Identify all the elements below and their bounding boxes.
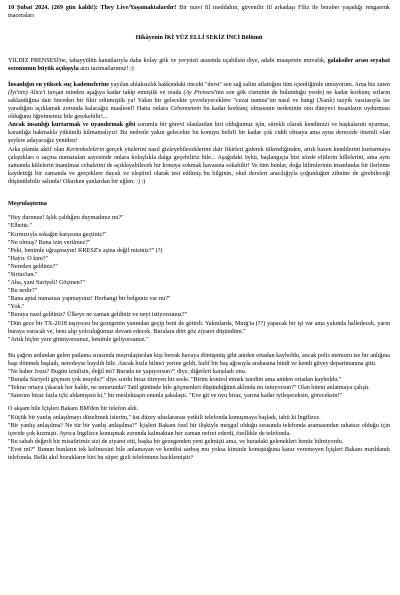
body-paragraph-2 [8, 121, 390, 145]
minister-paragraph: O akşam bile İçişleri Bakanı BM'den bir telefon aldı. [8, 406, 139, 413]
p2-bold: Ancak insanlığı kurtarmak ve uyandırmak gibi [8, 122, 136, 129]
dialogue-line: "Burada Suriyeli göçmen yok muydu?" diye sordu biraz titreyen bir sesle. "Birini kontrol etmek istedim ama aniden ortadan kayboldu." [8, 377, 342, 384]
section-heading: Meşrulaştırma [8, 201, 47, 208]
p1-text-d: bu kadar korkunç olmasının nedeninin onu dünyevi insanların uydurması olduğunu öğretmemiz bile gerekebilir!... [8, 106, 390, 121]
dialogue-line: "Tekrar ortaya çıkacak her halde, ne umurunda? Tatil gününde bile göçmenleri düşündüğünü aklında mı tutuyorsun?" Olan biteni anlatmaya çalıştı. [8, 385, 370, 392]
p1-text-c: 'nin son gök cisminin de bulunduğu yerde) ne kadar korkunç sırların saklandığına dair önceden bir fikir edinmiştik ya! Yakın bir gelecekte çevreleyeceklere "cezai namus"un nasıl ve hangi (Xanlı) tazyik vasıtasıyla ise yaradığını açıklamak zorunda kalacağız maalesef! Hatta onlara [8, 89, 390, 113]
chapter-title: Hikâyenin İKİ YÜZ ELLİ SEKİZ İNCİ Bölümü [135, 35, 263, 42]
dialogue-line: "Küçük bir yanlış anlaşılmayı düzeltmek isterim," üst düzey uluslararası yetkili telefonda konuşmaya başladı, tabii ki İngilizce. [8, 414, 321, 421]
dedication-end: arzı tazimatlarımız! :) [78, 65, 134, 72]
p1-italic-hell: Cehennemin [170, 106, 202, 113]
dialogue-block-3 [8, 414, 390, 463]
dialogue-line: "Bana aptal numarası yapmayınız! Herhangi bir belgeniz var mı?" [8, 296, 171, 303]
p2-text: sorumlu bir görevi olanlardan biri olduğumuz için, sürekli olarak kendimizi ve başkalarını uyarmaı, karanlığa bakmakla yükümlü kılmamalıyız! Bu nedenle yakın gelecekte bu konuyu belirli bir kadar çok ciddi olmaya ama ayna derecede önemli olan şeylere adayacağız yeniden! [8, 122, 391, 145]
p1-bold: İnsanlığın en yüksek suç kademelerine [8, 81, 110, 88]
body-paragraph-1 [8, 81, 390, 121]
p3-italic: Kertenkelelerin [66, 146, 105, 153]
p1-italic-alice: (İyi'nin) Alice'i [8, 89, 46, 96]
dialogue-line: "Dün gece bir TX-2018 taşıyıcısı bu gezegenin yanından geçip beni de getirdi. Yakınlarda, Murg'ta (??) yapacak bir işi var ama yakında halledecek, yarın buraya varacak ve, beni alıp yolculuğumuz devam edecek. Buralara dört göz ziyaret düşündüm." [8, 320, 390, 335]
dialogue-block-1 [8, 214, 390, 344]
p3-text-b: gerçek yüzlerini nasıl gizleyebileceklerine dair fikirleri giderek tükendiğinden, artık bazen kendilerini kurtarmaya çalıştıkları o saçma numaraları sayesinde onlara kolaylıkla dalga geçebiliriz bile... Aşağıdaki öykü, başlangıçta bizi sözde elitlerin hillelerini, ama aynı zamanda kitlelerin inanılmaz cehaletini de açıklayabilecek bir konuya sokmak havasına sokabilir! Ve tüm bunlar, doğa bilimlerinin imanlındaı bir ilerleme kaydettiği bir zamanda ve gerçeklere dayalı ve eleştirel olarak test edilmiş bu bilginin, okul dersleri aracılığıyla çoğunluğun zihnine de girebileceği düşünülebilir aslında! Okurken şunlardan bir eğlen: :) :) [8, 146, 391, 185]
dialogue-line: "Evet mi?" Bunun bunların tek kelimesini bile anlamayan ve kendisi sarhoş mu yoksa kiminle konuştuğuna karar veremeyen İçişleri Bakanı mırıldandı telefonda. Belki akıl bozukların biri bu süper gizli telefonunu hacklemiştir? [8, 446, 390, 461]
dedication-bold: galaksiler arası seyahat sezonunun büyük açılışıyla [8, 57, 390, 72]
body-paragraph-3 [8, 146, 390, 186]
dialogue-line: "Sirius'tan." [8, 272, 38, 278]
dialogue-line: "Peki, benimle uğraşmayın! KRESZ'e aşina değil misiniz?" (?) [8, 247, 163, 254]
dedication-paragraph [8, 57, 390, 73]
dialogue-block-2 [8, 368, 390, 400]
dialogue-line: "Bu nedir?" [8, 288, 38, 295]
dedication-text: YILDIZ PRENSESİ'ne, tahayyülün kanatlarıyla daha kolay gök ve yeryüzü arasında uçabilsin diye, adabı muaşerete muvafık, [8, 57, 328, 64]
intro-description: Bir mavi fil meddahın, güvenilir fil arkadaşı Filiz ile beraber yaşadığı rengarenk maceraları [8, 5, 391, 20]
dialogue-line: "Yok." [8, 304, 25, 311]
p1-italic-moon: (Ay Prensesi [183, 89, 215, 96]
dialogue-line: "Ne haber Jozsi? Bugün izinlisin, değil mi? Burada ne yapıyorsun?" diye, diğerleri karşıladı onu. [8, 369, 247, 376]
intro-paragraph [8, 4, 390, 20]
narrative-paragraph: Bu çağrın ardından gelen patlama sırasında meşrulaştırılan kişi berrak havaya dönüşmüş gibi aniden ortadan kayboldu, ancak polis memuru ise bir anlığına başı dönmek başladı, neredeyse bayıldı bile. Ancak hızla bilinci yerine geldi, hafif bir baş ağrısıyla arabasına bindi ve kendi güvey departmanına gitti. [8, 352, 390, 367]
dialogue-line: "Bir yanlış anlaşılma? Ne tür bir yanlış anlaşılma?" İçişleri Bakanı özel bir ilişkiyle meşgul olduğu sırasında telefonda aramasından rahatsız olduğu için içeride çok kızmıştı. Ayrıca İngilizce konuşmak zorunda kalmaktan her zaman nefret ederdi, özellikle de telefonda. [8, 422, 390, 437]
dialogue-line: "Aha, yani Suriyeli! Göçmen?" [8, 280, 85, 287]
dialogue-line: "Hey durunuz! Işlık çaldığını duymadınız mı?" [8, 215, 124, 222]
dialogue-line: "Ne olmuş? Buna izin verilmez?" [8, 239, 91, 246]
dialogue-line: "Bu sabah değerli bir misafirimiz sizi de ziyaret etti, başka bir gezegenden yeni gelmişti ama, ve buradaki gelenekleri henüz bilmiyordu. [8, 438, 344, 445]
dialogue-line: "Nereden geldiniz?" [8, 263, 58, 270]
p3-text-a: Arka planda aktif olan [8, 146, 67, 153]
intro-date-title: 10 Şubat 2024, (269 gün kaldı!): They Live/Yaşamaktalardır! [8, 5, 177, 11]
dialogue-line: "Sanırım biraz fazla içki aldamışsın ki," bir meslektaşın onunla şakalaştı. "Eve git ve uyu biraz, yarına kadar iyileşeceksin, göreceksin!" [8, 393, 343, 400]
dialogue-line: "Buraya nasıl geldiniz? Ülkeye ne zaman geldiniz ve neyi istiyorsunuz?" [8, 312, 188, 319]
dialogue-line: "Kırmızıyla sokağın karşısına geçtiniz!" [8, 231, 107, 238]
dialogue-line: "Artık hiçbir yere gitmiyorsunuz, benimle geliyorsunuz." [8, 336, 149, 343]
p1-text-b: tavşan ininden aşağıya kadar takip etmiştik ve orada [45, 89, 184, 96]
dialogue-line: "Hayır. O kim?" [8, 255, 48, 262]
dialogue-line: "Elbette." [8, 223, 32, 230]
p1-text-a: yayılan ahlaksızlık hakkındaki önceki "derst" sen sağ salim atlattığını tüm içtenliğimle umuyorum. Ama biz zaten [109, 81, 390, 88]
